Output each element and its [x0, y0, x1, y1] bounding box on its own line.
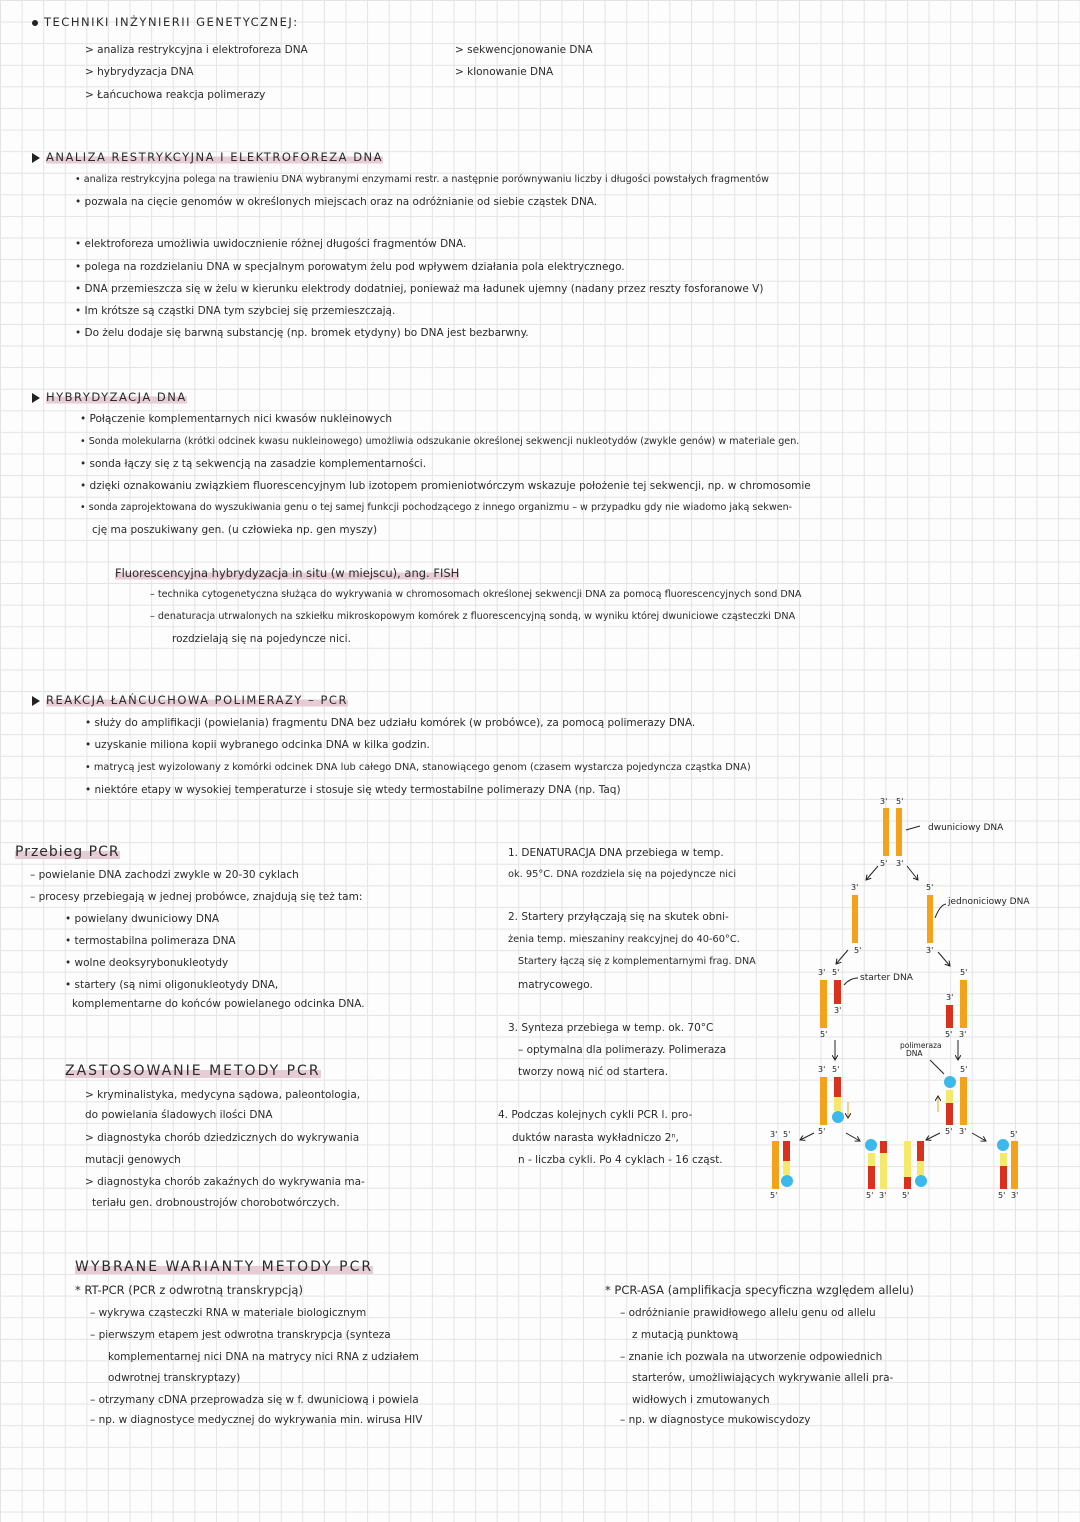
template-strand [883, 808, 889, 856]
end-label: 3' [879, 1191, 887, 1200]
end-label: 3' [880, 797, 888, 806]
warianty-title [75, 1260, 373, 1274]
text-line: • sonda łączy się z tą sekwencją na zasadzie komplementarności. [80, 458, 427, 470]
text-line: • elektroforeza umożliwia uwidocznienie różnej długości fragmentów DNA. [75, 238, 467, 250]
text-line: mutacji genowych [85, 1154, 181, 1166]
step-2-line: 2. Startery przyłączają się na skutek obni- [508, 911, 729, 923]
template-strand [927, 895, 933, 943]
starter-label: starter DNA [860, 973, 913, 983]
pointer-line [930, 1060, 944, 1074]
step-2-line: Startery łączą się z komplementarnymi frag. DNA [518, 956, 756, 967]
primer [917, 1141, 924, 1161]
title-text: HYBRYDYZACJA DNA [46, 390, 187, 404]
end-label: 5' [960, 968, 968, 977]
arrow-icon [972, 1133, 986, 1141]
text-line: starterów, umożliwiających wykrywanie alleli pra- [632, 1372, 894, 1384]
list-item: > hybrydyzacja DNA [85, 66, 194, 78]
text-line: • Im krótsze są cząstki DNA tym szybciej się przemieszczają. [75, 305, 396, 317]
step-2-line: matrycowego. [518, 979, 593, 991]
polymerase-label: polimeraza [900, 1041, 942, 1050]
text-line: – wykrywa cząsteczki RNA w materiale biologicznym [90, 1307, 367, 1319]
ssdna-strands [851, 883, 1030, 955]
step-1-line: 1. DENATURACJA DNA przebiega w temp. [508, 847, 724, 859]
end-label: 5' [945, 1127, 953, 1136]
step-3-line: – optymalna dla polimerazy. Polimeraza [518, 1044, 727, 1056]
text-line: • Sonda molekularna (krótki odcinek kwasu nukleinowego) umożliwia odszukanie określonej sekwencji nukleotydów (zwykle genów) w materiale gen. [80, 436, 800, 447]
end-label: 3' [926, 946, 934, 955]
end-label: 5' [998, 1191, 1006, 1200]
zastosowanie-title-text: ZASTOSOWANIE METODY PCR [65, 1063, 321, 1079]
arrow-icon [938, 952, 950, 966]
text-line: • termostabilna polimeraza DNA [65, 935, 236, 947]
primer [834, 1077, 841, 1097]
end-label: 5' [960, 1065, 968, 1074]
step-3-line: tworzy nową nić od startera. [518, 1066, 669, 1078]
title-text: ANALIZA RESTRYKCYJNA I ELEKTROFOREZA DNA [46, 150, 384, 164]
text-line: • wolne deoksyrybonukleotydy [65, 957, 229, 969]
text-line: do powielania śladowych ilości DNA [85, 1109, 273, 1121]
new-strand [783, 1161, 790, 1175]
template-strand [772, 1141, 779, 1189]
end-label: 5' [783, 1130, 791, 1139]
end-label: 5' [866, 1191, 874, 1200]
end-label: 5' [945, 1030, 953, 1039]
dsdna-label: dwuniciowy DNA [928, 823, 1004, 833]
text-line: • powielany dwuniciowy DNA [65, 913, 219, 925]
arrow-icon [866, 866, 878, 880]
text-line: cję ma poszukiwany gen. (u człowieka np. gen myszy) [92, 524, 378, 536]
text-line: • uzyskanie miliona kopii wybranego odcinka DNA w kilka godzin. [85, 739, 430, 751]
text-line: > diagnostyka chorób dziedzicznych do wykrywania [85, 1132, 360, 1144]
text-line: komplementarne do końców powielanego odcinka DNA. [72, 998, 365, 1010]
end-label: 5' [832, 968, 840, 977]
list-item: > Łańcuchowa reakcja polimerazy [85, 89, 266, 101]
text-line: z mutacją punktową [632, 1329, 739, 1341]
text-line: – znanie ich pozwala na utworzenie odpowiednich [620, 1351, 883, 1363]
new-strand [834, 1097, 841, 1111]
template-strand [960, 1077, 967, 1125]
ssdna-label: jednoniciowy DNA [948, 897, 1030, 907]
arrow-icon [800, 1133, 814, 1140]
template-strand [852, 895, 858, 943]
template-strand [820, 1077, 827, 1125]
end-label: 5' [926, 883, 934, 892]
end-label: 5' [880, 859, 888, 868]
pcr-asa-title: * PCR-ASA (amplifikacja specyficzna względem allelu) [605, 1283, 914, 1297]
end-label: 3' [770, 1130, 778, 1139]
text-line: > diagnostyka chorób zakaźnych do wykrywania ma- [85, 1176, 365, 1188]
end-label: 3' [959, 1030, 967, 1039]
arrow-icon [836, 950, 848, 964]
text-line: • Do żelu dodaje się barwną substancję (np. bromek etydyny) bo DNA jest bezbarwny. [75, 327, 529, 339]
end-label: 3' [1011, 1191, 1019, 1200]
end-label: 3' [851, 883, 859, 892]
new-strand [880, 1153, 887, 1189]
text-line: • matrycą jest wyizolowany z komórki odcinek DNA lub całego DNA, stanowiącego genom (czasem wystarcza pojedyncza cząstka DNA) [85, 762, 751, 773]
text-line: – odróżnianie prawidłowego allelu genu od allelu [620, 1307, 876, 1319]
text-line: • niektóre etapy w wysokiej temperaturze i stosuje się wtedy termostabilne polimerazy DNA (np. Taq) [85, 784, 621, 796]
primer [1000, 1166, 1007, 1189]
text-line: komplementarnej nici DNA na matrycy nici RNA z udziałem [108, 1351, 419, 1363]
end-label: 5' [902, 1191, 910, 1200]
text-line: • analiza restrykcyjna polega na trawieniu DNA wybranymi enzymami restr. a następnie porównywaniu liczby i długości powstałych fragmentów [75, 174, 769, 185]
dsdna-strands [880, 797, 1004, 868]
products [770, 1130, 1018, 1200]
template-strand [896, 808, 902, 856]
end-label: 5' [854, 946, 862, 955]
text-line: – np. w diagnostyce mukowiscydozy [620, 1414, 811, 1426]
synthesis-step [818, 1041, 967, 1136]
primer [904, 1177, 911, 1189]
step-2-line: żenia temp. mieszaniny reakcyjnej do 40-60°C. [508, 934, 740, 945]
template-strand [960, 980, 967, 1028]
text-line: • Połączenie komplementarnych nici kwasów nukleinowych [80, 413, 393, 425]
end-label: 5' [820, 1030, 828, 1039]
text-line: • dzięki oznakowaniu związkiem fluorescencyjnym lub izotopem promieniotwórczym wskazuje położenie tej sekwencji, np. w chromosomie [80, 480, 811, 492]
primer [868, 1166, 875, 1189]
text-line: – denaturacja utrwalonych na szkiełku mikroskopowym komórek z fluorescencyjną sondą, w wyniku której dwuniciowe cząsteczki DNA [150, 611, 796, 622]
text-line: – technika cytogenetyczna służąca do wykrywania w chromosomach określonej sekwencji DNA za pomocą fluorescencyjnych sond DNA [150, 589, 802, 600]
polymerase-icon [781, 1175, 793, 1187]
end-label: 3' [946, 993, 954, 1002]
text-line: • służy do amplifikacji (powielania) fragmentu DNA bez udziału komórek (w probówce), za pomocą polimerazy DNA. [85, 717, 696, 729]
rt-pcr-title: * RT-PCR (PCR z odwrotną transkrypcją) [75, 1283, 303, 1297]
primer [880, 1141, 887, 1153]
text-line: rozdzielają się na pojedyncze nici. [172, 633, 351, 645]
primer [783, 1141, 790, 1161]
polymerase-label: DNA [906, 1049, 923, 1058]
step-4-line: duktów narasta wykładniczo 2ⁿ, [512, 1132, 679, 1144]
text-line: • sonda zaprojektowana do wyszukiwania genu o tej samej funkcji pochodzącego z innego organizmu – w przypadku gdy nie wiadomo jaką sekwen- [80, 502, 793, 513]
end-label: 3' [818, 968, 826, 977]
polymerase-icon [997, 1139, 1009, 1151]
list-item: > sekwencjonowanie DNA [455, 44, 593, 56]
text-line: • polega na rozdzielaniu DNA w specjalnym porowatym żelu pod wpływem działania pola elektrycznego. [75, 261, 625, 273]
end-label: 5' [818, 1127, 826, 1136]
end-label: 3' [818, 1065, 826, 1074]
step-4-line: n - liczba cykli. Po 4 cyklach - 16 cząst. [518, 1154, 723, 1166]
primer [946, 1005, 953, 1028]
text-line: – np. w diagnostyce medycznej do wykrywania min. wirusa HIV [90, 1414, 423, 1426]
end-label: 3' [834, 1006, 842, 1015]
text-line: widłowych i zmutowanych [632, 1394, 770, 1406]
arrow-icon [926, 1133, 940, 1140]
pointer-line [906, 826, 920, 830]
new-strand [917, 1161, 924, 1175]
text-line: – pierwszym etapem jest odwrotna transkrypcja (synteza [90, 1329, 391, 1341]
warianty-title-text: WYBRANE WARIANTY METODY PCR [75, 1259, 374, 1275]
end-label: 5' [832, 1065, 840, 1074]
polymerase-icon [944, 1076, 956, 1088]
end-label: 5' [1010, 1130, 1018, 1139]
text-line: teriału gen. drobnoustrojów chorobotwórczych. [92, 1197, 340, 1209]
end-label: 3' [959, 1127, 967, 1136]
list-item: > klonowanie DNA [455, 66, 554, 78]
title-text: TECHNIKI INŻYNIERII GENETYCZNEJ: [44, 15, 299, 29]
template-strand [820, 980, 827, 1028]
step-3-line: 3. Synteza przebiega w temp. ok. 70°C [508, 1022, 714, 1034]
new-strand [1000, 1153, 1007, 1166]
text-line: – powielanie DNA zachodzi zwykle w 20-30 cyklach [30, 869, 299, 881]
polymerase-icon [832, 1111, 844, 1123]
text-line: odwrotnej transkryptazy) [108, 1372, 241, 1384]
step-4-line: 4. Podczas kolejnych cykli PCR l. pro- [498, 1109, 693, 1121]
polymerase-icon [865, 1139, 877, 1151]
end-label: 5' [770, 1191, 778, 1200]
text-line: – procesy przebiegają w jednej probówce, znajdują się też tam: [30, 891, 363, 903]
pointer-line [844, 978, 858, 985]
step-1-line: ok. 95°C. DNA rozdziela się na pojedyncze nici [508, 869, 737, 880]
arrow-icon [846, 1133, 860, 1141]
polymerase-icon [915, 1175, 927, 1187]
primer [834, 980, 841, 1004]
new-strand [904, 1141, 911, 1177]
text-line: > kryminalistyka, medycyna sądowa, paleontologia, [85, 1089, 361, 1101]
new-strand [946, 1090, 953, 1103]
text-line: • pozwala na cięcie genomów w określonych miejscach oraz na odróżnianie od siebie cząstek DNA. [75, 196, 598, 208]
text-line: – otrzymany cDNA przeprowadza się w f. dwuniciową i powiela [90, 1394, 419, 1406]
list-item: > analiza restrykcyjna i elektroforeza DNA [85, 44, 308, 56]
przebieg-title-text: Przebieg PCR [15, 844, 120, 860]
end-label: 3' [896, 859, 904, 868]
text-line: • DNA przemieszcza się w żelu w kierunku elektrody dodatniej, ponieważ ma ładunek ujemny (nadany przez reszty fosforanowe V) [75, 283, 764, 295]
template-strand [1011, 1141, 1018, 1189]
title-text: REAKCJA ŁAŃCUCHOWA POLIMERAZY – PCR [46, 693, 348, 707]
annealing-step [818, 968, 967, 1039]
text-line: • startery (są nimi oligonukleotydy DNA, [65, 979, 279, 991]
primer [946, 1103, 953, 1125]
fish-title-text: Fluorescencyjna hybrydyzacja in situ (w miejscu), ang. FISH [115, 566, 460, 580]
end-label: 5' [896, 797, 904, 806]
arrow-icon [907, 866, 918, 880]
new-strand [868, 1153, 875, 1166]
pointer-line [935, 904, 946, 918]
